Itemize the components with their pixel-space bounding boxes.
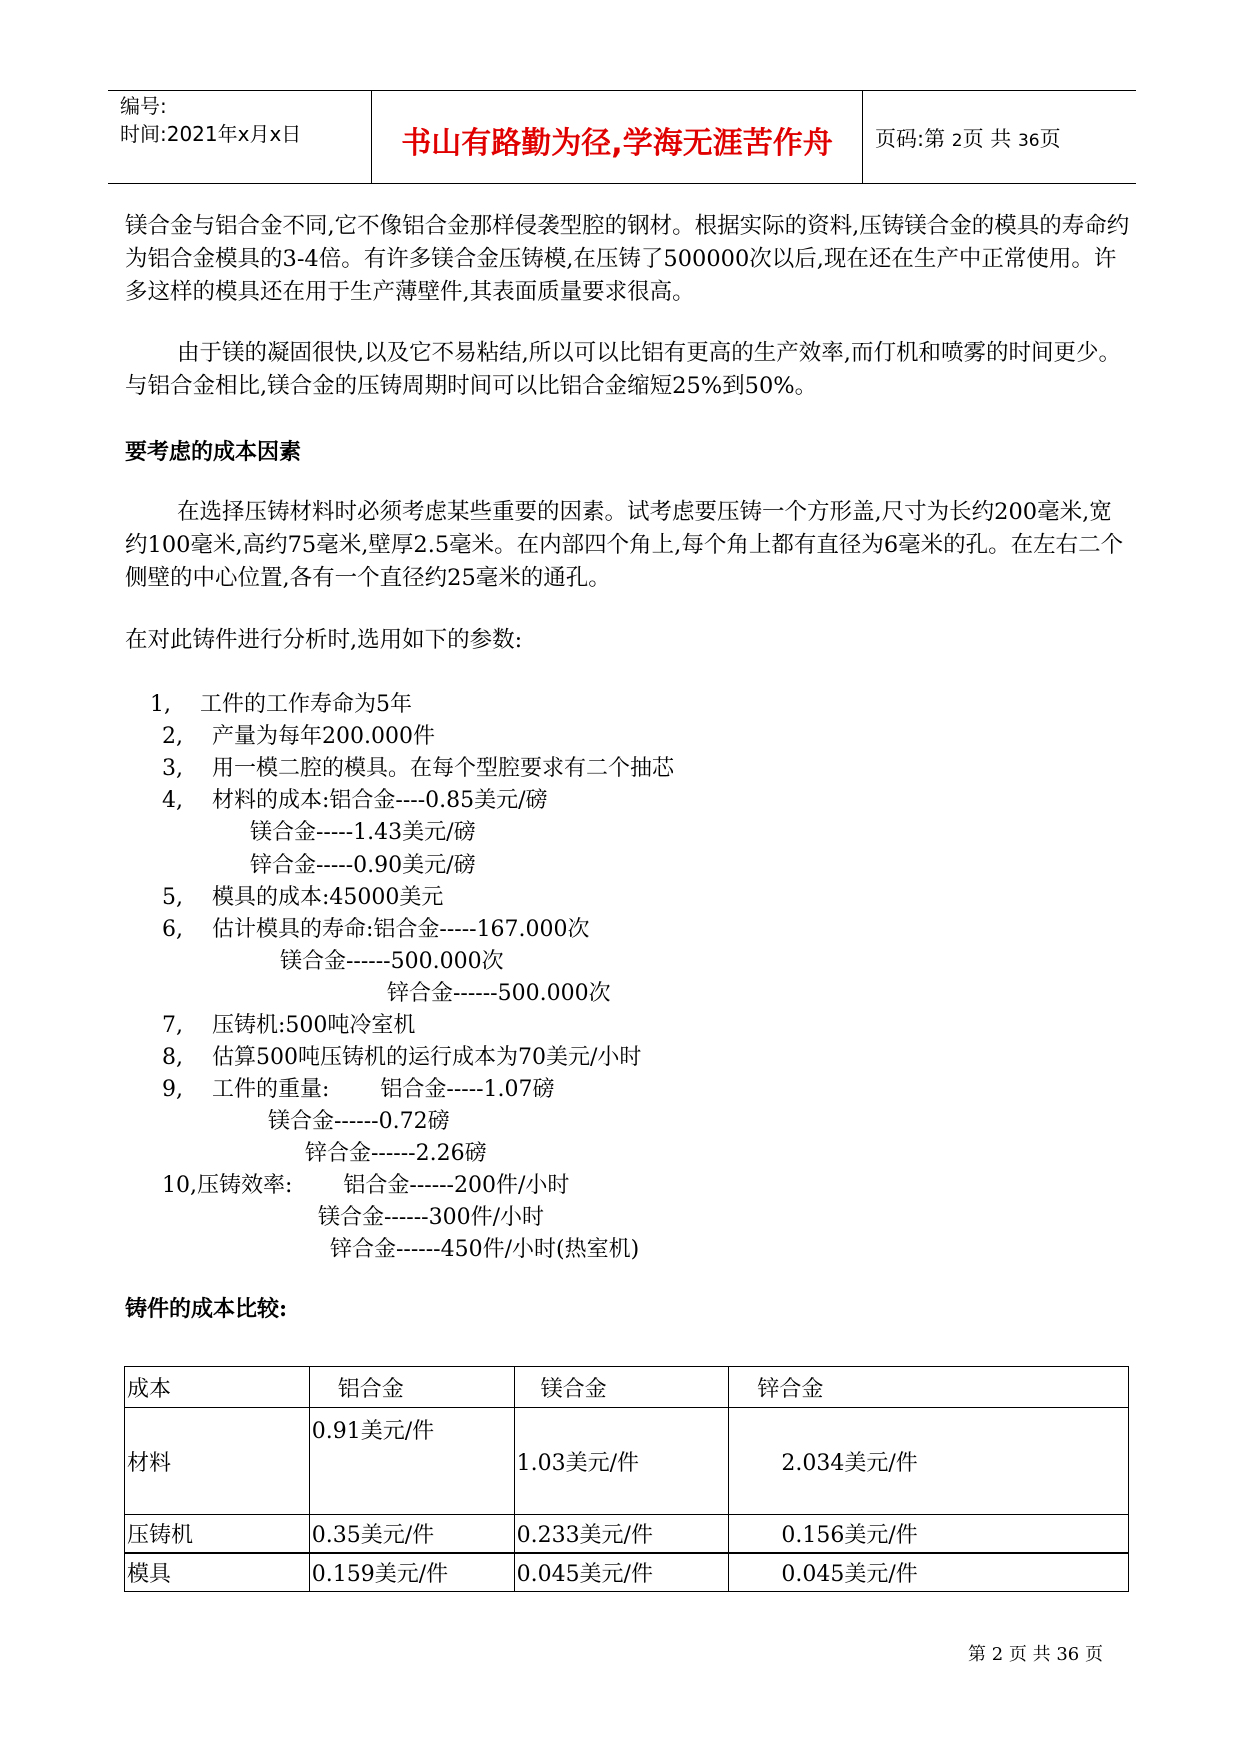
param-item: 锌合金-----0.90美元/磅 [250, 853, 476, 878]
table-cell: 1.03美元/件 [514, 1408, 729, 1515]
paragraph-magnesium-die-life: 镁合金与铝合金不同,它不像铝合金那样侵袭型腔的钢材。根据实际的资料,压铸镁合金的模具的寿命约为铝合金模具的3-4倍。有许多镁合金压铸模,在压铸了500000次以后,现在还在生产中正常使用。许多这样的模具还在用于生产薄壁件,其表面质量要求很高。 [125, 213, 1130, 305]
page-suffix: 页 [1039, 127, 1061, 151]
param-item: 锌合金------2.26磅 [305, 1141, 487, 1166]
page-total: 36 [1017, 131, 1040, 151]
table-row [125, 1408, 1129, 1515]
document-number-label: 编号: [120, 94, 167, 118]
header-bottom-rule [108, 183, 1136, 184]
table-cell: 压铸机 [125, 1515, 310, 1554]
header-divider-right [862, 90, 863, 184]
table-header-cell: 镁合金 [514, 1367, 729, 1408]
param-item: 1, 工件的工作寿命为5年 [150, 692, 412, 717]
heading-cost-comparison: 铸件的成本比较: [125, 1296, 288, 1322]
param-item: 7, 压铸机:500吨冷室机 [162, 1013, 416, 1038]
param-item: 3, 用一模二腔的模具。在每个型腔要求有二个抽芯 [162, 756, 674, 781]
table-cell: 0.35美元/件 [309, 1515, 514, 1554]
table-cell: 0.156美元/件 [729, 1515, 1129, 1554]
page-number: 2 [951, 131, 963, 151]
header-meta [120, 92, 301, 148]
header-page-indicator [875, 123, 1061, 153]
paragraph-analysis-params-intro: 在对此铸件进行分析时,选用如下的参数: [125, 627, 523, 653]
param-item: 2, 产量为每年200.000件 [162, 724, 435, 749]
table-header-cell: 锌合金 [729, 1367, 1129, 1408]
param-item: 4, 材料的成本:铝合金----0.85美元/磅 [162, 788, 548, 813]
param-item: 5, 模具的成本:45000美元 [162, 885, 444, 910]
param-item: 镁合金------0.72磅 [268, 1109, 450, 1134]
table-row [125, 1553, 1129, 1592]
param-item: 10,压铸效率: 铝合金------200件/小时 [162, 1173, 570, 1198]
table-cell: 模具 [125, 1553, 310, 1592]
table-cell: 2.034美元/件 [729, 1408, 1129, 1515]
table-cell: 0.91美元/件 [309, 1408, 514, 1515]
param-item: 锌合金------450件/小时(热室机) [330, 1237, 640, 1262]
param-item: 镁合金------300件/小时 [318, 1205, 545, 1230]
header-top-rule [108, 90, 1136, 91]
page-footer: 第 2 页 共 36 页 [968, 1644, 1103, 1665]
param-item: 6, 估计模具的寿命:铝合金-----167.000次 [162, 917, 590, 942]
table-header-cell: 成本 [125, 1367, 310, 1408]
page-prefix: 页码:第 [875, 127, 946, 151]
header-motto: 书山有路勤为径,学海无涯苦作舟 [401, 126, 833, 161]
table-cell: 材料 [125, 1408, 310, 1515]
param-item: 镁合金------500.000次 [280, 949, 504, 974]
paragraph-production-efficiency: 由于镁的凝固很快,以及它不易粘结,所以可以比铝有更高的生产效率,而仃机和喷雾的时间更少。与铝合金相比,镁合金的压铸周期时间可以比铝合金缩短25%到50%。 [125, 340, 1121, 399]
table-row [125, 1515, 1129, 1554]
document-time-label: 时间:2021年x月x日 [120, 122, 302, 146]
heading-cost-factors: 要考虑的成本因素 [125, 439, 302, 465]
table-cell: 0.233美元/件 [514, 1515, 729, 1554]
paragraph-casting-example: 在选择压铸材料时必须考虑某些重要的因素。试考虑要压铸一个方形盖,尺寸为长约200毫米,宽约100毫米,高约75毫米,壁厚2.5毫米。在内部四个角上,每个角上都有直径为6毫米的孔。在左右二个侧壁的中心位置,各有一个直径约25毫米的通孔。 [125, 499, 1124, 591]
table-cell: 0.045美元/件 [729, 1553, 1129, 1592]
table-cell: 0.045美元/件 [514, 1553, 729, 1592]
param-item: 9, 工件的重量: 铝合金-----1.07磅 [162, 1077, 555, 1102]
param-item: 锌合金------500.000次 [387, 981, 611, 1006]
param-item: 8, 估算500吨压铸机的运行成本为70美元/小时 [162, 1045, 642, 1070]
table-header-cell: 铝合金 [309, 1367, 514, 1408]
table-header-row [125, 1367, 1129, 1408]
page-mid: 页 共 [962, 127, 1012, 151]
param-item: 镁合金-----1.43美元/磅 [250, 820, 476, 845]
cost-comparison-table [124, 1366, 1129, 1592]
table-cell: 0.159美元/件 [309, 1553, 514, 1592]
